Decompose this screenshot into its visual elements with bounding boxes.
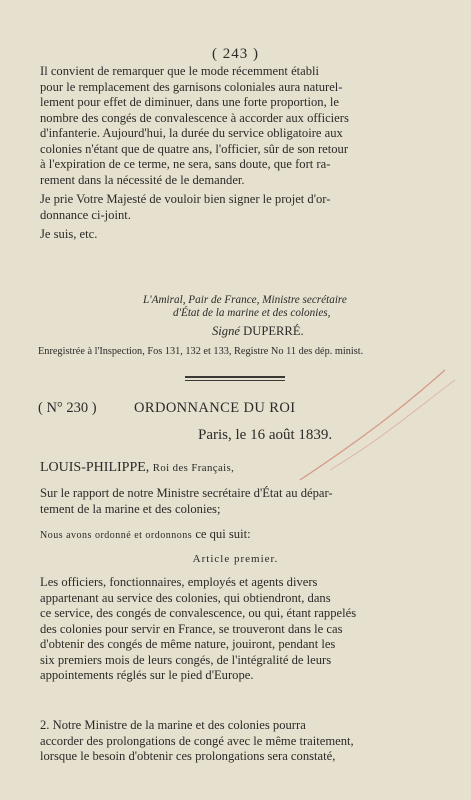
text-line: tement de la marine et des colonies; — [40, 501, 221, 516]
text-line: six premiers mois de leurs congés, de l'intégralité de leurs — [40, 652, 332, 667]
decree-suffix: ce qui suit: — [195, 527, 251, 541]
section-divider — [185, 376, 285, 381]
king-title: Roi des Français, — [152, 462, 235, 474]
text-line: lorsque le besoin d'obtenir ces prolongations sera constaté, — [40, 749, 336, 763]
preamble — [40, 486, 333, 517]
king-name: LOUIS-PHILIPPE, — [40, 460, 150, 475]
text-line: des colonies pour servir en France, se trouveront dans le cas — [40, 621, 343, 636]
king-line — [40, 460, 234, 476]
text-line: appartenant au service des colonies, qui obtiendront, dans — [40, 590, 331, 605]
text-line: donnance ci-joint. — [40, 207, 131, 222]
text-line: Je prie Votre Majesté de vouloir bien signer le projet d'or- — [40, 192, 331, 206]
text-line: pour le remplacement des garnisons coloniales aura naturel- — [40, 79, 343, 94]
text-line: Sur le rapport de notre Ministre secrétaire d'État au dépar- — [40, 486, 333, 500]
page-number: ( 243 ) — [212, 46, 259, 62]
ordonnance-title: ORDONNANCE DU ROI — [134, 400, 296, 416]
text-line: 2. Notre Ministre de la marine et des colonies pourra — [40, 718, 306, 732]
intro-paragraph — [40, 64, 440, 243]
signature-line-1: L'Amiral, Pair de France, Ministre secrétaire — [143, 294, 347, 306]
text-line: ce service, des congés de convalescence, ou qui, étant rappelés — [40, 606, 357, 620]
signature-signe: Signé — [212, 324, 240, 338]
text-line: à l'expiration de ce terme, ne sera, sans doute, que fort ra- — [40, 157, 331, 171]
text-line: nombre des congés de convalescence à accorder aux officiers — [40, 110, 349, 125]
signature-line-2: d'État de la marine et des colonies, — [173, 307, 331, 319]
signature-name — [212, 324, 304, 339]
text-line: Il convient de remarquer que le mode récemment établi — [40, 64, 320, 78]
text-line: appointements réglés sur le pied d'Europe. — [40, 668, 254, 682]
text-line: d'infanterie. Aujourd'hui, la durée du service obligatoire aux — [40, 126, 343, 140]
decree-line — [40, 527, 251, 542]
article-1 — [40, 575, 356, 684]
text-line: rement dans la nécessité de le demander. — [40, 172, 245, 187]
ordonnance-date: Paris, le 16 août 1839. — [198, 427, 333, 443]
text-line: d'obtenir des congés de même nature, jouiront, pendant les — [40, 637, 336, 651]
text-line: colonies n'étant que de quatre ans, l'officier, sûr de son retour — [40, 141, 349, 156]
decree-prefix: Nous avons ordonné et ordonnons — [40, 530, 193, 541]
registration-note: Enregistrée à l'Inspection, Fos 131, 132 et 133, Registre No 11 des dép. minist. — [38, 346, 364, 357]
article-heading: Article premier. — [192, 553, 279, 565]
text-line: Je suis, etc. — [40, 227, 98, 241]
text-line: Les officiers, fonctionnaires, employés et agents divers — [40, 575, 318, 589]
text-line: lement pour effet de diminuer, dans une forte proportion, le — [40, 95, 339, 109]
text-line: accorder des prolongations de congé avec le même traitement, — [40, 733, 354, 748]
article-2 — [40, 718, 354, 765]
ordonnance-number: ( N° 230 ) — [38, 400, 97, 416]
signature-surname: DUPERRÉ. — [243, 324, 304, 338]
